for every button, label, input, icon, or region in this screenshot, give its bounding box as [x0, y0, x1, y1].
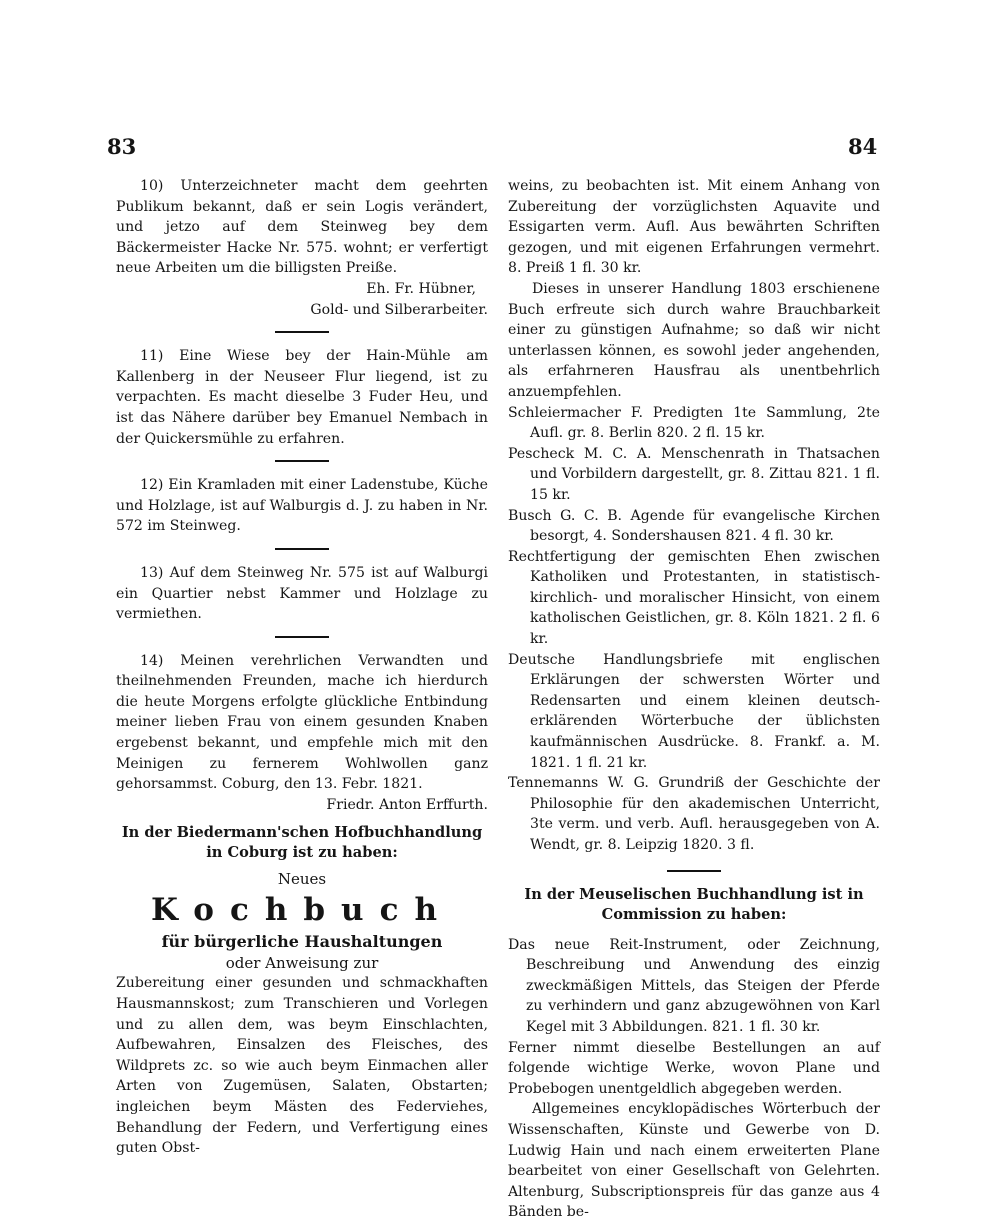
meusel-ferner: Ferner nimmt dieselbe Bestellungen an auf folgende wichtige Werke, wovon Plane und Probebogen unentgeldlich abgegeben werden. — [508, 1039, 880, 1097]
left-column — [116, 176, 488, 1159]
book-title-kochbuch: Kochbuch — [151, 892, 453, 929]
book-listing: Deutsche Handlungsbriefe mit englischen Erklärungen der schwersten Wörter und Redensarten und einem kleinen deutsch-erklärenden Wörterbuche der üblichsten kaufmännischen Ausdrücke. 8. Frankf. a. M. 1821. 1 fl. 21 kr. — [508, 651, 880, 771]
book-listing: Tennemanns W. G. Grundriß der Geschichte der Philosophie für den akademischen Unterricht, 3te verm. und verb. Aufl. herausgegeben von A. Wendt, gr. 8. Leipzig 1820. 3 fl. — [508, 775, 880, 853]
meusel-encyclopedia: Allgemeines encyklopädisches Wörterbuch der Wissenschaften, Künste und Gewerbe von D. Ludwig Hain und nach einem erweiterten Plane bearbeitet von einer Gesellschaft von Gelehrten. Altenburg, Subscriptionspreis für das ganze aus 4 Bänden be- — [508, 1101, 880, 1221]
book-listing: Pescheck M. C. A. Menschenrath in Thatsachen und Vorbildern dargestellt, gr. 8. Zittau 821. 1 fl. 15 kr. — [508, 445, 880, 503]
ad-11-text: 11) Eine Wiese bey der Hain-Mühle am Kallenberg in der Neuseer Flur liegend, ist zu verpachten. Es macht dieselbe 3 Fuder Heu, und ist das Nähere darüber bey Emanuel Nembach in der Quickersmühle zu erfahren. — [116, 348, 488, 447]
biedermann-heading — [116, 823, 488, 863]
book-title-neues: Neues — [277, 870, 327, 889]
ad-14-text: 14) Meinen verehrlichen Verwandten und theilnehmenden Freunden, mache ich hierdurch die heute Morgens erfolgte glückliche Entbindung meiner lieben Frau von einem gesunden Knaben ergebenst bekannt, und empfehle mich mit den Meinigen zu fernerem Wohlwollen ganz gehorsammst. Coburg, den 13. Febr. 1821. — [116, 652, 488, 793]
meusel-heading — [508, 885, 880, 925]
book-subtitle: für bürgerliche Haushaltungen — [161, 932, 443, 952]
page-number-right: 84 — [848, 134, 878, 159]
ad-14-signature: Friedr. Anton Erffurth. — [326, 796, 488, 813]
separator-rule — [275, 636, 329, 638]
ad-10-signature-name: Eh. Fr. Hübner, — [366, 280, 476, 297]
separator-rule — [275, 331, 329, 333]
book-listing: Schleiermacher F. Predigten 1te Sammlung, 2te Aufl. gr. 8. Berlin 820. 2 fl. 15 kr. — [508, 404, 880, 442]
biedermann-heading-line1: In der Biedermann'schen Hofbuchhandlung — [121, 824, 483, 842]
meusel-heading-line2: Commission zu haben: — [601, 905, 787, 923]
ad-12-text: 12) Ein Kramladen mit einer Ladenstube, Küche und Holzlage, ist auf Walburgis d. J. zu haben in Nr. 572 im Steinweg. — [116, 477, 488, 535]
separator-rule — [667, 870, 721, 872]
ad-10-text: 10) Unterzeichneter macht dem geehrten Publikum bekannt, daß er sein Logis verändert, und jetzo auf dem Steinweg bey dem Bäckermeister Hacke Nr. 575. wohnt; er verfertigt neue Arbeiten um die billigsten Preiße. — [116, 178, 488, 277]
ad-13-text: 13) Auf dem Steinweg Nr. 575 ist auf Walburgi ein Quartier nebst Kammer und Holzlage zu vermiethen. — [116, 564, 488, 623]
right-column — [508, 176, 880, 1223]
book-description-continuation: weins, zu beobachten ist. Mit einem Anhang von Zubereitung der vorzüglichsten Aquavite und Essigarten verm. Aufl. Aus bewährten Schriften gezogen, und mit eigenen Erfahrungen vermehrt. 8. Preiß 1 fl. 30 kr. — [508, 178, 880, 277]
book-description: Zubereitung einer gesunden und schmackhaften Hausmannskost; zum Transchieren und Vorlegen und zu allen dem, was beym Einschlachten, Aufbewahren, Einsalzen des Fleisches, des Wildprets zc. so wie auch beym Einmachen aller Arten von Zugemüsen, Salaten, Obstarten; ingleichen beym Mästen des Federviehes, Behandlung der Federn, und Verfertigung eines guten Obst- — [116, 975, 488, 1157]
separator-rule — [275, 460, 329, 462]
meusel-heading-line1: In der Meuselischen Buchhandlung ist in — [524, 885, 864, 903]
book-subtitle-oder: oder Anweisung zur — [225, 954, 379, 973]
separator-rule — [275, 548, 329, 550]
book-listing: Rechtfertigung der gemischten Ehen zwischen Katholiken und Protestanten, in statistisch-kirchlich- und moralischer Hinsicht, von einem katholischen Geistlichen, gr. 8. Köln 1821. 2 fl. 6 kr. — [508, 548, 880, 648]
page-number-left: 83 — [107, 134, 137, 159]
publisher-notice: Dieses in unserer Handlung 1803 erschienene Buch erfreute sich durch wahre Brauchbarkeit einer zu günstigen Aufnahme; so daß wir nicht unterlassen können, es sowohl jeder angehenden, als erfahrneren Hausfrau als unentbehrlich anzuempfehlen. — [508, 280, 880, 400]
biedermann-heading-line2: in Coburg ist zu haben: — [206, 844, 398, 862]
book-listing: Busch G. C. B. Agende für evangelische Kirchen besorgt, 4. Sondershausen 821. 4 fl. 30 kr. — [508, 507, 880, 545]
meusel-item: Das neue Reit-Instrument, oder Zeichnung, Beschreibung und Anwendung des einzig zweckmäßigen Mittels, das Steigen der Pferde zu verhindern und ganz abzugewöhnen von Karl Kegel mit 3 Abbildungen. 821. 1 fl. 30 kr. — [508, 936, 880, 1035]
ad-10-signature-title: Gold- und Silberarbeiter. — [310, 301, 488, 318]
